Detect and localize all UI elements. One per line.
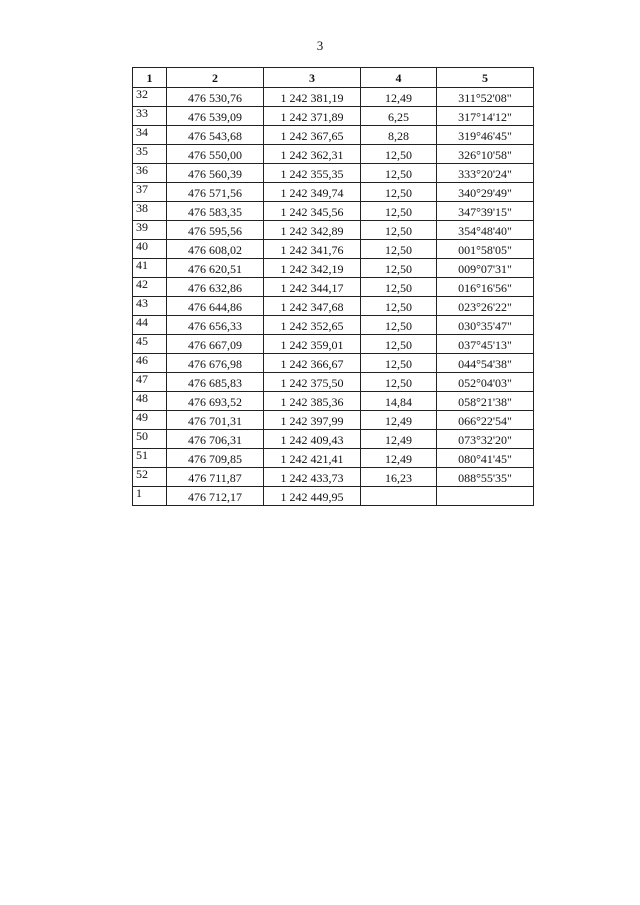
distance-cell: 12,49 (361, 411, 437, 430)
table-body (133, 88, 534, 506)
point-number-cell: 1 (133, 487, 167, 506)
y-coordinate-cell: 1 242 359,01 (264, 335, 361, 354)
bearing-cell: 023°26'22" (437, 297, 534, 316)
y-coordinate-cell: 1 242 449,95 (264, 487, 361, 506)
bearing-cell: 317°14'12" (437, 107, 534, 126)
y-coordinate-cell: 1 242 347,68 (264, 297, 361, 316)
point-number-cell: 34 (133, 126, 167, 145)
bearing-cell: 058°21'38" (437, 392, 534, 411)
distance-cell: 12,50 (361, 240, 437, 259)
table-row (133, 316, 534, 335)
x-coordinate-cell: 476 583,35 (167, 202, 264, 221)
distance-cell: 12,50 (361, 297, 437, 316)
point-number-cell: 42 (133, 278, 167, 297)
point-number-cell: 46 (133, 354, 167, 373)
y-coordinate-cell: 1 242 349,74 (264, 183, 361, 202)
y-coordinate-cell: 1 242 397,99 (264, 411, 361, 430)
bearing-cell: 333°20'24" (437, 164, 534, 183)
x-coordinate-cell: 476 543,68 (167, 126, 264, 145)
point-number-cell: 47 (133, 373, 167, 392)
bearing-cell: 347°39'15" (437, 202, 534, 221)
distance-cell: 12,50 (361, 278, 437, 297)
y-coordinate-cell: 1 242 385,36 (264, 392, 361, 411)
table-row (133, 126, 534, 145)
table-row (133, 392, 534, 411)
bearing-cell: 052°04'03" (437, 373, 534, 392)
x-coordinate-cell: 476 709,85 (167, 449, 264, 468)
y-coordinate-cell: 1 242 342,19 (264, 259, 361, 278)
bearing-cell: 016°16'56" (437, 278, 534, 297)
y-coordinate-cell: 1 242 409,43 (264, 430, 361, 449)
distance-cell: 12,50 (361, 354, 437, 373)
point-number-cell: 43 (133, 297, 167, 316)
distance-cell: 12,50 (361, 164, 437, 183)
distance-cell (361, 487, 437, 506)
y-coordinate-cell: 1 242 371,89 (264, 107, 361, 126)
header-cell: 1 (133, 68, 167, 88)
table-header-row (133, 68, 534, 88)
bearing-cell: 311°52'08" (437, 88, 534, 107)
bearing-cell: 009°07'31" (437, 259, 534, 278)
point-number-cell: 36 (133, 164, 167, 183)
table-row (133, 202, 534, 221)
x-coordinate-cell: 476 712,17 (167, 487, 264, 506)
distance-cell: 12,49 (361, 449, 437, 468)
table-row (133, 411, 534, 430)
point-number-cell: 41 (133, 259, 167, 278)
x-coordinate-cell: 476 667,09 (167, 335, 264, 354)
bearing-cell (437, 487, 534, 506)
y-coordinate-cell: 1 242 342,89 (264, 221, 361, 240)
y-coordinate-cell: 1 242 375,50 (264, 373, 361, 392)
distance-cell: 12,50 (361, 316, 437, 335)
y-coordinate-cell: 1 242 366,67 (264, 354, 361, 373)
bearing-cell: 340°29'49" (437, 183, 534, 202)
x-coordinate-cell: 476 571,56 (167, 183, 264, 202)
distance-cell: 12,50 (361, 202, 437, 221)
table-row (133, 468, 534, 487)
bearing-cell: 066°22'54" (437, 411, 534, 430)
y-coordinate-cell: 1 242 381,19 (264, 88, 361, 107)
header-cell: 5 (437, 68, 534, 88)
bearing-cell: 037°45'13" (437, 335, 534, 354)
point-number-cell: 50 (133, 430, 167, 449)
y-coordinate-cell: 1 242 341,76 (264, 240, 361, 259)
y-coordinate-cell: 1 242 355,35 (264, 164, 361, 183)
y-coordinate-cell: 1 242 362,31 (264, 145, 361, 164)
page-number: 3 (316, 38, 324, 53)
x-coordinate-cell: 476 701,31 (167, 411, 264, 430)
table-row (133, 183, 534, 202)
point-number-cell: 45 (133, 335, 167, 354)
distance-cell: 12,49 (361, 88, 437, 107)
x-coordinate-cell: 476 608,02 (167, 240, 264, 259)
bearing-cell: 044°54'38" (437, 354, 534, 373)
table-row (133, 373, 534, 392)
x-coordinate-cell: 476 676,98 (167, 354, 264, 373)
distance-cell: 16,23 (361, 468, 437, 487)
distance-cell: 14,84 (361, 392, 437, 411)
x-coordinate-cell: 476 711,87 (167, 468, 264, 487)
header-cell: 3 (264, 68, 361, 88)
bearing-cell: 326°10'58" (437, 145, 534, 164)
point-number-cell: 49 (133, 411, 167, 430)
table-row (133, 449, 534, 468)
distance-cell: 8,28 (361, 126, 437, 145)
x-coordinate-cell: 476 539,09 (167, 107, 264, 126)
table-row (133, 221, 534, 240)
table-row (133, 354, 534, 373)
bearing-cell: 354°48'40" (437, 221, 534, 240)
table-row (133, 487, 534, 506)
table-row (133, 297, 534, 316)
point-number-cell: 51 (133, 449, 167, 468)
x-coordinate-cell: 476 530,76 (167, 88, 264, 107)
bearing-cell: 030°35'47" (437, 316, 534, 335)
point-number-cell: 35 (133, 145, 167, 164)
x-coordinate-cell: 476 656,33 (167, 316, 264, 335)
bearing-cell: 319°46'45" (437, 126, 534, 145)
point-number-cell: 39 (133, 221, 167, 240)
point-number-cell: 37 (133, 183, 167, 202)
x-coordinate-cell: 476 595,56 (167, 221, 264, 240)
bearing-cell: 001°58'05" (437, 240, 534, 259)
y-coordinate-cell: 1 242 367,65 (264, 126, 361, 145)
x-coordinate-cell: 476 560,39 (167, 164, 264, 183)
table-row (133, 259, 534, 278)
x-coordinate-cell: 476 620,51 (167, 259, 264, 278)
bearing-cell: 080°41'45" (437, 449, 534, 468)
bearing-cell: 088°55'35" (437, 468, 534, 487)
distance-cell: 12,50 (361, 335, 437, 354)
point-number-cell: 48 (133, 392, 167, 411)
table-row (133, 335, 534, 354)
distance-cell: 12,50 (361, 145, 437, 164)
table-row (133, 164, 534, 183)
table-row (133, 430, 534, 449)
x-coordinate-cell: 476 706,31 (167, 430, 264, 449)
table-row (133, 107, 534, 126)
header-cell: 2 (167, 68, 264, 88)
y-coordinate-cell: 1 242 345,56 (264, 202, 361, 221)
x-coordinate-cell: 476 685,83 (167, 373, 264, 392)
point-number-cell: 33 (133, 107, 167, 126)
table-row (133, 88, 534, 107)
y-coordinate-cell: 1 242 433,73 (264, 468, 361, 487)
point-number-cell: 44 (133, 316, 167, 335)
distance-cell: 12,50 (361, 259, 437, 278)
bearing-cell: 073°32'20" (437, 430, 534, 449)
x-coordinate-cell: 476 644,86 (167, 297, 264, 316)
x-coordinate-cell: 476 693,52 (167, 392, 264, 411)
x-coordinate-cell: 476 632,86 (167, 278, 264, 297)
y-coordinate-cell: 1 242 352,65 (264, 316, 361, 335)
y-coordinate-cell: 1 242 421,41 (264, 449, 361, 468)
coordinates-table (132, 67, 534, 506)
point-number-cell: 40 (133, 240, 167, 259)
distance-cell: 6,25 (361, 107, 437, 126)
distance-cell: 12,50 (361, 373, 437, 392)
table-row (133, 278, 534, 297)
point-number-cell: 32 (133, 88, 167, 107)
x-coordinate-cell: 476 550,00 (167, 145, 264, 164)
table-row (133, 145, 534, 164)
header-cell: 4 (361, 68, 437, 88)
distance-cell: 12,50 (361, 221, 437, 240)
distance-cell: 12,50 (361, 183, 437, 202)
distance-cell: 12,49 (361, 430, 437, 449)
point-number-cell: 38 (133, 202, 167, 221)
point-number-cell: 52 (133, 468, 167, 487)
y-coordinate-cell: 1 242 344,17 (264, 278, 361, 297)
table-row (133, 240, 534, 259)
